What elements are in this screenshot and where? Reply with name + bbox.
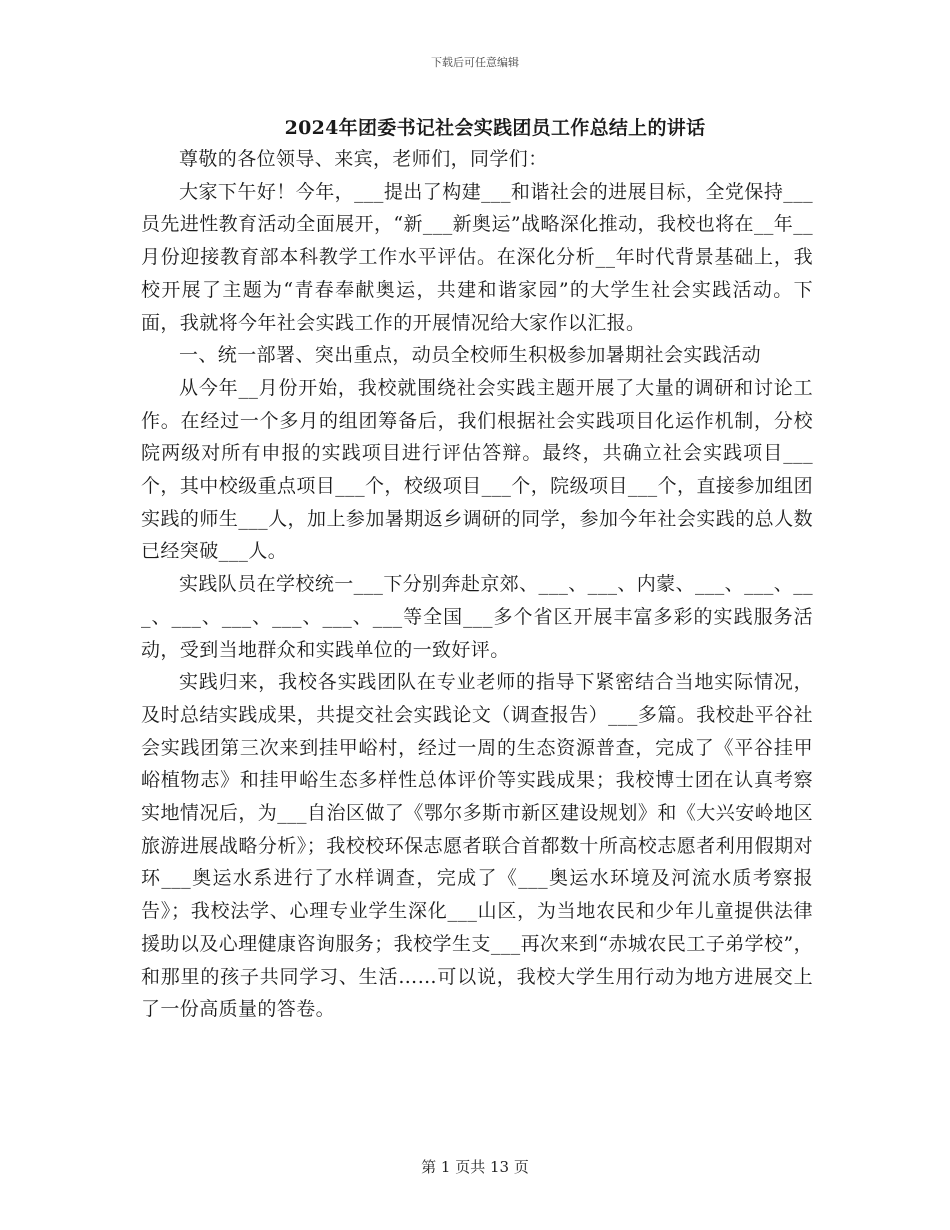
page-number: 第 1 页共 13 页 bbox=[421, 1158, 529, 1176]
salutation-paragraph: 尊敬的各位领导、来宾，老师们，同学们： bbox=[179, 148, 548, 170]
document-title: 2024年团委书记社会实践团员工作总结上的讲话 bbox=[284, 117, 706, 139]
project-stats-paragraph: 从今年__月份开始，我校就围绕社会实践主题开展了大量的调研和讨论工作。在经过一个多月的组团筹备后，我们根据社会实践项目化运作机制，分校院两级对所有申报的实践项目进行评估答辩。最终，共确立社会实践项目___个，其中校级重点项目___个，校级项目___个，院级项目___个，直接参加组团实践的师生___人，加上参加暑期返乡调研的同学，参加今年社会实践的总人数已经突破___人。 bbox=[141, 376, 813, 563]
document-body bbox=[141, 143, 813, 1026]
team-dispatch-paragraph: 实践队员在学校统一___下分别奔赴京郊、___、___、内蒙、___、___、___、___、___、___、___、___等全国___多个省区开展丰富多彩的实践服务活动，受到当地群众和实践单位的一致好评。 bbox=[141, 573, 813, 661]
section-heading-paragraph: 一、统一部署、突出重点，动员全校师生积极参加暑期社会实践活动 bbox=[179, 344, 762, 367]
download-note: 下载后可任意编辑 bbox=[431, 56, 519, 69]
opening-paragraph: 大家下午好！今年，___提出了构建___和谐社会的进展目标，全党保持___员先进性教育活动全面展开，“新___新奥运”战略深化推动，我校也将在__年__月份迎接教育部本科教学工作水平评估。在深化分析__年时代背景基础上，我校开展了主题为“青春奉献奥运，共建和谐家园”的大学生社会实践活动。下面，我就将今年社会实践工作的开展情况给大家作以汇报。 bbox=[141, 180, 813, 334]
results-paragraph: 实践归来，我校各实践团队在专业老师的指导下紧密结合当地实际情况，及时总结实践成果，共提交社会实践论文（调查报告）___多篇。我校赴平谷社会实践团第三次来到挂甲峪村，经过一周的生态资源普查，完成了《平谷挂甲峪植物志》和挂甲峪生态多样性总体评价等实践成果；我校博士团在认真考察实地情况后，为___自治区做了《鄂尔多斯市新区建设规划》和《大兴安岭地区旅游进展战略分析》；我校校环保志愿者联合首都数十所高校志愿者利用假期对环___奥运水系进行了水样调查，完成了《___奥运水环境及河流水质考察报告》；我校法学、心理专业学生深化___山区，为当地农民和少年儿童提供法律援助以及心理健康咨询服务；我校学生支___再次来到“赤城农民工子弟学校”，和那里的孩子共同学习、生活……可以说，我校大学生用行动为地方进展交上了一份高质量的答卷。 bbox=[141, 671, 813, 1021]
